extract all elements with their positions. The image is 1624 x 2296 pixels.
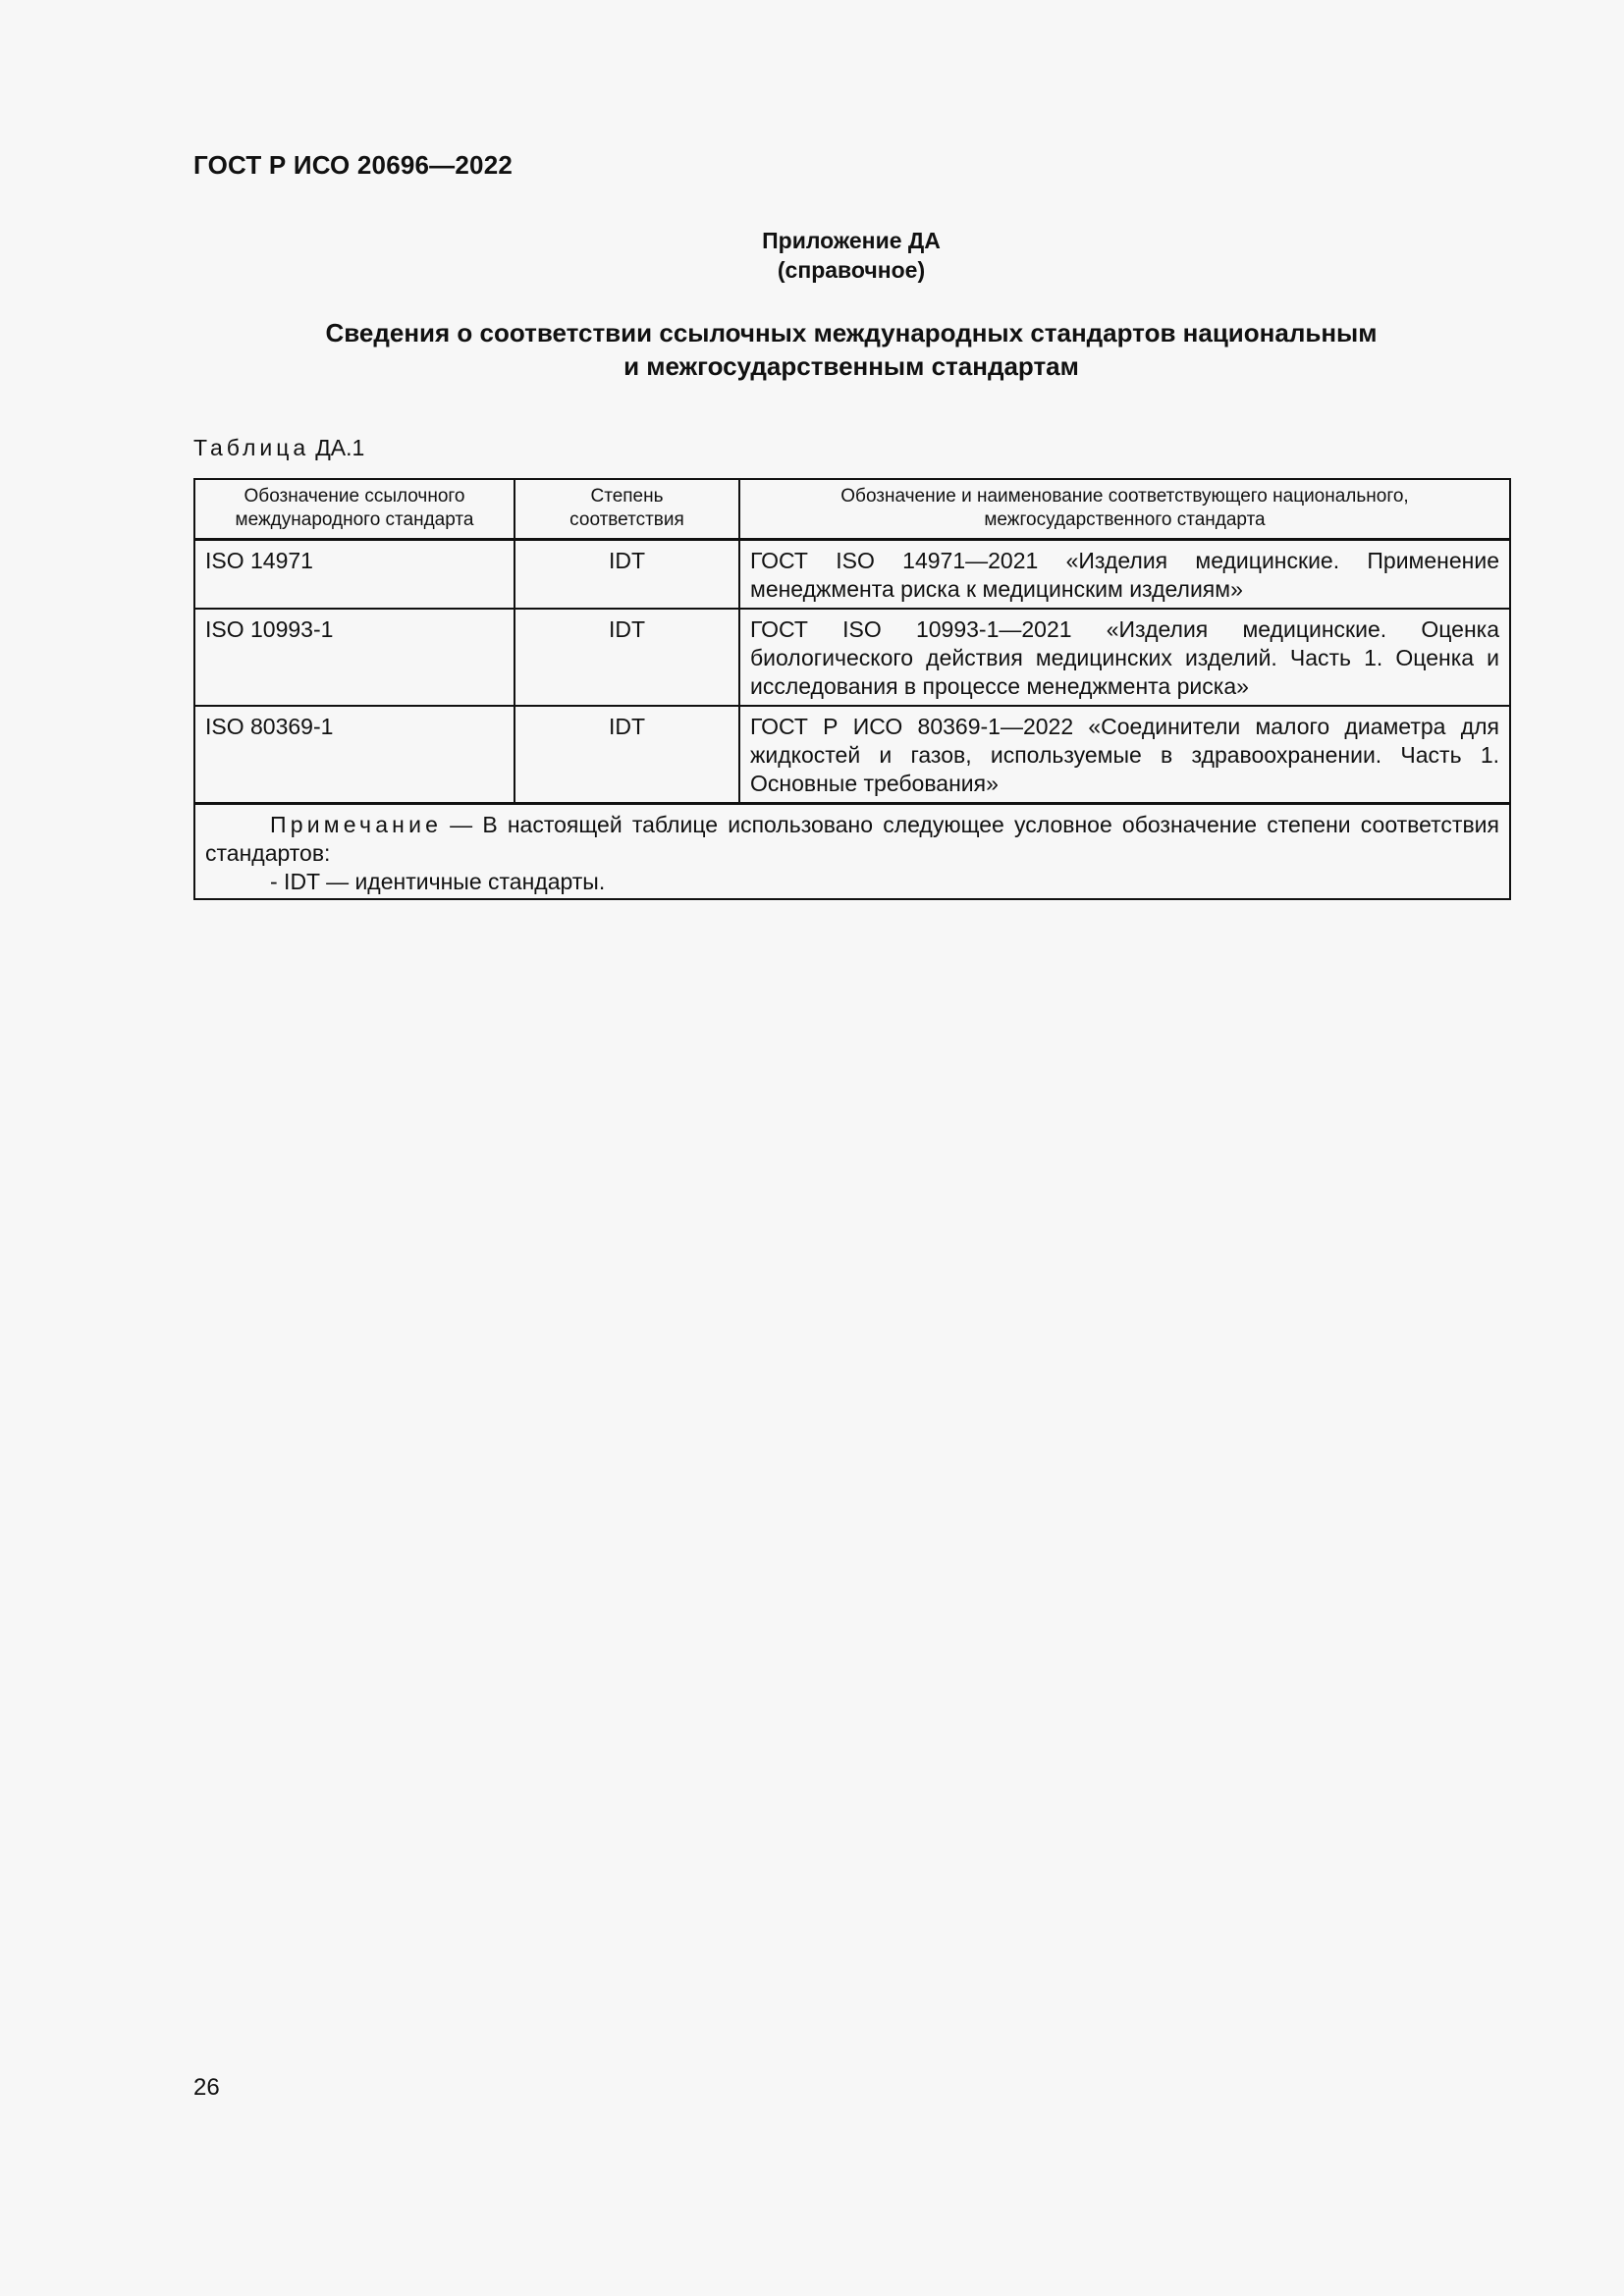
annex-label: Приложение ДА: [762, 228, 941, 253]
cell-national: ГОСТ ISO 10993-1—2021 «Изделия медицинские. Оценка биологического действия медицинских изделий. Часть 1. Оценка и исследования в процессе менеджмента риска»: [739, 609, 1510, 706]
annex-heading: [193, 226, 1509, 285]
cell-ref: ISO 14971: [194, 540, 514, 610]
header-ref-line1: Обозначение ссылочного: [244, 486, 465, 507]
cell-national: ГОСТ Р ИСО 80369-1—2022 «Соединители малого диаметра для жидкостей и газов, используемые в здравоохранении. Часть 1. Основные требования»: [739, 706, 1510, 804]
cell-ref: ISO 80369-1: [194, 706, 514, 804]
header-national-standard: [739, 479, 1510, 540]
header-degree: [514, 479, 739, 540]
header-ref-standard: [194, 479, 514, 540]
note-text: — В настоящей таблице использовано следующее условное обозначение степени соответствия стандартов:: [205, 812, 1499, 866]
note-text-block: [205, 811, 1499, 868]
note-item: - IDT — идентичные стандарты.: [270, 869, 606, 894]
annex-kind: (справочное): [777, 257, 926, 283]
page-number: 26: [193, 2074, 220, 2101]
cell-national: ГОСТ ISO 14971—2021 «Изделия медицинские. Применение менеджмента риска к медицинским изделиям»: [739, 540, 1510, 610]
header-national-line2: межгосударственного стандарта: [984, 509, 1266, 530]
table-note: [194, 804, 1510, 900]
table-caption-word: Таблица: [193, 435, 310, 460]
cell-ref: ISO 10993-1: [194, 609, 514, 706]
table-row: [194, 706, 1510, 804]
table-row: [194, 609, 1510, 706]
table-caption: [193, 435, 364, 461]
cell-degree: IDT: [514, 706, 739, 804]
cell-degree: IDT: [514, 609, 739, 706]
annex-title-line1: Сведения о соответствии ссылочных международных стандартов национальным: [325, 318, 1378, 347]
annex-title: [193, 316, 1509, 383]
table-caption-number: ДА.1: [315, 435, 365, 460]
cell-degree: IDT: [514, 540, 739, 610]
table-header-row: [194, 479, 1510, 540]
note-label: Примечание: [270, 812, 443, 837]
annex-title-line2: и межгосударственным стандартам: [623, 351, 1079, 381]
document-code: ГОСТ Р ИСО 20696—2022: [193, 150, 514, 180]
header-national-line1: Обозначение и наименование соответствующего национального,: [840, 486, 1409, 507]
header-ref-line2: международного стандарта: [235, 509, 474, 530]
header-degree-line2: соответствия: [569, 509, 684, 530]
table-row: [194, 540, 1510, 610]
header-degree-line1: Степень: [590, 486, 664, 507]
standards-table: [193, 478, 1511, 900]
table-note-row: [194, 804, 1510, 900]
